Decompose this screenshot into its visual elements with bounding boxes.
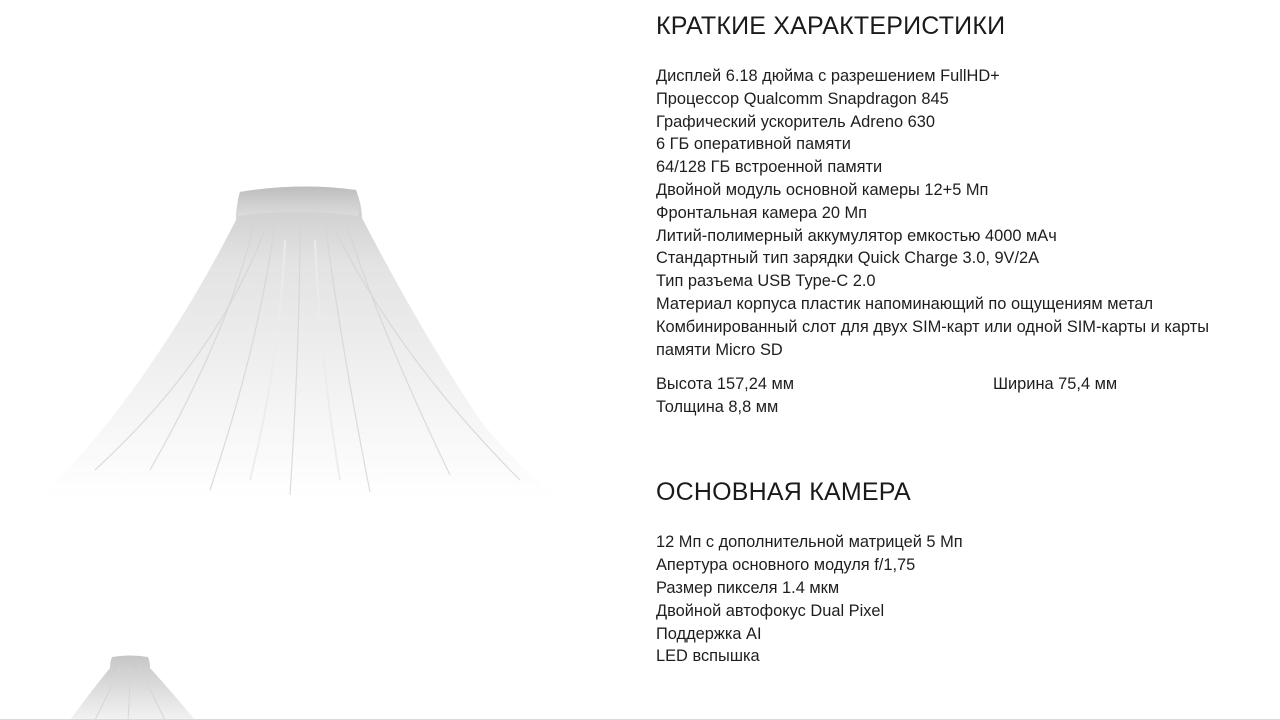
dimensions-block	[656, 373, 1266, 419]
large-cloth-drape	[38, 186, 560, 498]
spec-front-camera: Фронтальная камера 20 Мп	[656, 203, 868, 222]
camera-led-flash: LED вспышка	[656, 647, 760, 666]
camera-ai-support: Поддержка AI	[656, 624, 762, 643]
dimension-thickness: Толщина 8,8 мм	[656, 398, 779, 417]
dimension-width: Ширина 75,4 мм	[993, 375, 1118, 394]
spec-battery: Литий-полимерный аккумулятор емкостью 4000 мАч	[656, 226, 1057, 245]
camera-aperture: Апертура основного модуля f/1,75	[656, 556, 916, 575]
spec-sim-slot: Комбинированный слот для двух SIM-карт или одной SIM-карты и карты памяти Micro SD	[656, 317, 1210, 359]
covered-phone-image	[0, 0, 620, 720]
main-camera-section	[656, 478, 1266, 668]
spec-ram: 6 ГБ оперативной памяти	[656, 135, 851, 154]
dimension-height: Высота 157,24 мм	[656, 375, 795, 394]
spec-body-material: Материал корпуса пластик напоминающий по ощущениям метал	[656, 294, 1154, 313]
small-cloth-drape	[70, 656, 195, 720]
camera-autofocus: Двойной автофокус Dual Pixel	[656, 601, 885, 620]
brief-specs-title: КРАТКИЕ ХАРАКТЕРИСТИКИ	[656, 12, 1006, 40]
spec-main-camera: Двойной модуль основной камеры 12+5 Мп	[656, 180, 989, 199]
main-camera-title: ОСНОВНАЯ КАМЕРА	[656, 478, 911, 507]
camera-pixel-size: Размер пикселя 1.4 мкм	[656, 578, 840, 597]
spec-charging: Стандартный тип зарядки Quick Charge 3.0, 9V/2A	[656, 249, 1040, 268]
specs-column	[656, 0, 1266, 668]
spec-display: Дисплей 6.18 дюйма с разрешением FullHD+	[656, 67, 1000, 85]
spec-storage: 64/128 ГБ встроенной памяти	[656, 158, 883, 177]
main-camera-list	[656, 531, 1266, 668]
spec-gpu: Графический ускоритель Adreno 630	[656, 112, 935, 131]
spec-connector: Тип разъема USB Type-C 2.0	[656, 272, 876, 291]
brief-specs-section	[656, 12, 1266, 419]
spec-processor: Процессор Qualcomm Snapdragon 845	[656, 89, 949, 108]
brief-specs-list	[656, 65, 1266, 361]
camera-resolution: 12 Мп с дополнительной матрицей 5 Мп	[656, 533, 963, 552]
